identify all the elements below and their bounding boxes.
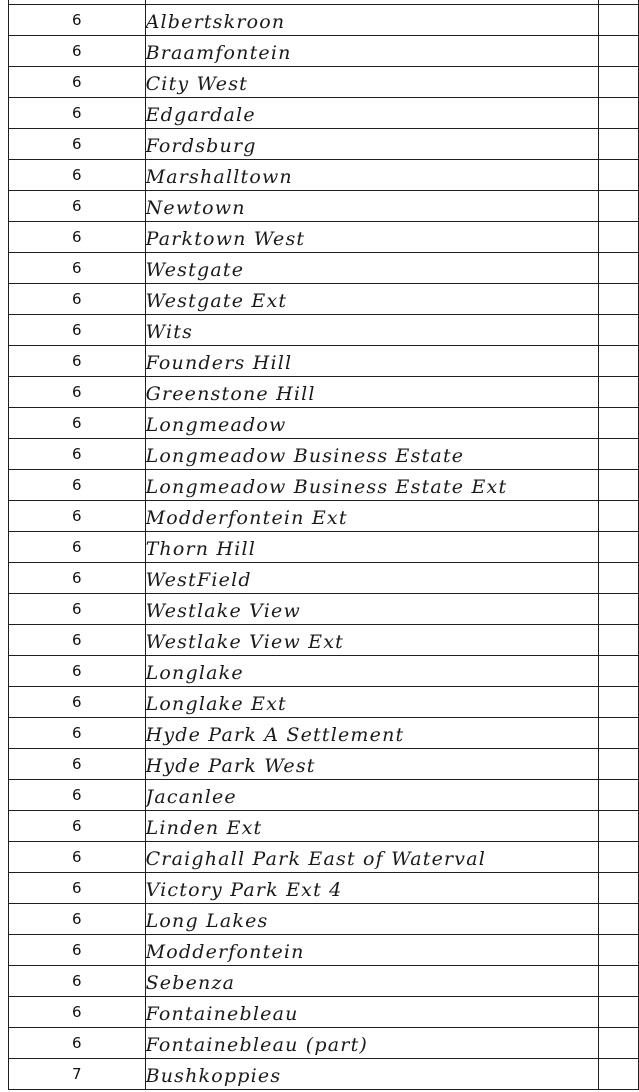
table-row bbox=[9, 253, 639, 284]
empty-cell[interactable] bbox=[599, 5, 639, 36]
zone-cell[interactable]: 6 bbox=[9, 98, 146, 129]
empty-cell[interactable] bbox=[599, 1059, 639, 1090]
table-row bbox=[9, 873, 639, 904]
suburb-cell[interactable]: Westgate bbox=[145, 253, 599, 284]
suburb-cell[interactable]: Fordsburg bbox=[145, 129, 599, 160]
zone-cell[interactable]: 6 bbox=[9, 377, 146, 408]
empty-cell[interactable] bbox=[599, 811, 639, 842]
empty-cell[interactable] bbox=[599, 966, 639, 997]
empty-cell[interactable] bbox=[599, 377, 639, 408]
zone-cell[interactable]: 6 bbox=[9, 222, 146, 253]
zone-cell[interactable]: 6 bbox=[9, 315, 146, 346]
zone-cell[interactable]: 6 bbox=[9, 284, 146, 315]
suburb-cell[interactable]: Founders Hill bbox=[145, 346, 599, 377]
table-body bbox=[9, 0, 639, 1090]
empty-cell[interactable] bbox=[599, 904, 639, 935]
table-row bbox=[9, 656, 639, 687]
empty-cell[interactable] bbox=[599, 408, 639, 439]
empty-cell[interactable] bbox=[599, 594, 639, 625]
table-row bbox=[9, 377, 639, 408]
empty-cell[interactable] bbox=[599, 253, 639, 284]
zone-cell[interactable]: 6 bbox=[9, 253, 146, 284]
suburb-cell[interactable]: Fontainebleau bbox=[145, 997, 599, 1028]
suburb-cell[interactable]: Linden Ext bbox=[145, 811, 599, 842]
table-row bbox=[9, 315, 639, 346]
suburb-cell[interactable]: Bushkoppies bbox=[145, 1059, 599, 1090]
table-row bbox=[9, 5, 639, 36]
table-row bbox=[9, 935, 639, 966]
table-row bbox=[9, 594, 639, 625]
zone-cell[interactable]: 6 bbox=[9, 470, 146, 501]
table-row bbox=[9, 470, 639, 501]
suburb-cell[interactable]: Sebenza bbox=[145, 966, 599, 997]
suburb-cell[interactable]: Edgardale bbox=[145, 98, 599, 129]
table-row bbox=[9, 687, 639, 718]
zone-cell[interactable]: 6 bbox=[9, 780, 146, 811]
suburb-zone-table bbox=[8, 0, 639, 1090]
table-row bbox=[9, 563, 639, 594]
empty-cell[interactable] bbox=[599, 191, 639, 222]
table-row bbox=[9, 36, 639, 67]
empty-cell[interactable] bbox=[599, 36, 639, 67]
zone-cell[interactable]: 6 bbox=[9, 842, 146, 873]
empty-cell[interactable] bbox=[599, 780, 639, 811]
suburb-cell[interactable]: Parktown West bbox=[145, 222, 599, 253]
zone-cell[interactable]: 6 bbox=[9, 36, 146, 67]
empty-cell[interactable] bbox=[599, 346, 639, 377]
table-row bbox=[9, 191, 639, 222]
empty-cell[interactable] bbox=[599, 501, 639, 532]
zone-cell[interactable]: 6 bbox=[9, 346, 146, 377]
zone-cell[interactable]: 6 bbox=[9, 439, 146, 470]
empty-cell[interactable] bbox=[599, 625, 639, 656]
empty-cell[interactable] bbox=[599, 935, 639, 966]
suburb-cell[interactable]: Jacanlee bbox=[145, 780, 599, 811]
table-row bbox=[9, 1028, 639, 1059]
empty-cell[interactable] bbox=[599, 873, 639, 904]
suburb-cell[interactable]: Modderfontein bbox=[145, 935, 599, 966]
suburb-cell[interactable]: Craighall Park East of Waterval bbox=[145, 842, 599, 873]
table-row bbox=[9, 780, 639, 811]
suburb-cell[interactable]: Longmeadow bbox=[145, 408, 599, 439]
suburb-cell[interactable]: Newtown bbox=[145, 191, 599, 222]
zone-cell[interactable]: 6 bbox=[9, 966, 146, 997]
zone-cell[interactable]: 6 bbox=[9, 160, 146, 191]
table-row bbox=[9, 718, 639, 749]
table-row bbox=[9, 966, 639, 997]
empty-cell[interactable] bbox=[599, 222, 639, 253]
table-row bbox=[9, 98, 639, 129]
zone-cell[interactable]: 6 bbox=[9, 904, 146, 935]
zone-cell[interactable]: 6 bbox=[9, 191, 146, 222]
table-row bbox=[9, 1059, 639, 1090]
empty-cell[interactable] bbox=[599, 1028, 639, 1059]
empty-cell[interactable] bbox=[599, 315, 639, 346]
table-row bbox=[9, 67, 639, 98]
empty-cell[interactable] bbox=[599, 470, 639, 501]
suburb-cell[interactable]: Marshalltown bbox=[145, 160, 599, 191]
suburb-cell[interactable]: Thorn Hill bbox=[145, 532, 599, 563]
zone-cell[interactable]: 6 bbox=[9, 935, 146, 966]
zone-cell[interactable]: 6 bbox=[9, 656, 146, 687]
suburb-cell[interactable]: Westlake View Ext bbox=[145, 625, 599, 656]
empty-cell[interactable] bbox=[599, 98, 639, 129]
empty-cell[interactable] bbox=[599, 284, 639, 315]
empty-cell[interactable] bbox=[599, 718, 639, 749]
zone-cell[interactable]: 6 bbox=[9, 563, 146, 594]
empty-cell[interactable] bbox=[599, 687, 639, 718]
zone-cell[interactable]: 6 bbox=[9, 129, 146, 160]
table-row bbox=[9, 346, 639, 377]
zone-cell[interactable]: 7 bbox=[9, 1059, 146, 1090]
table-row bbox=[9, 129, 639, 160]
suburb-cell[interactable]: Longlake Ext bbox=[145, 687, 599, 718]
suburb-cell[interactable]: Fontainebleau (part) bbox=[145, 1028, 599, 1059]
suburb-cell[interactable]: Westlake View bbox=[145, 594, 599, 625]
table-row bbox=[9, 842, 639, 873]
zone-cell[interactable]: 6 bbox=[9, 749, 146, 780]
zone-cell[interactable]: 6 bbox=[9, 594, 146, 625]
suburb-cell[interactable]: Albertskroon bbox=[145, 5, 599, 36]
empty-cell[interactable] bbox=[599, 842, 639, 873]
zone-cell[interactable]: 6 bbox=[9, 67, 146, 98]
empty-cell[interactable] bbox=[599, 749, 639, 780]
table-row bbox=[9, 160, 639, 191]
suburb-cell[interactable]: Braamfontein bbox=[145, 36, 599, 67]
empty-cell[interactable] bbox=[599, 129, 639, 160]
empty-cell[interactable] bbox=[599, 563, 639, 594]
empty-cell[interactable] bbox=[599, 160, 639, 191]
empty-cell[interactable] bbox=[599, 67, 639, 98]
table-row bbox=[9, 811, 639, 842]
suburb-cell[interactable]: Westgate Ext bbox=[145, 284, 599, 315]
table-row bbox=[9, 284, 639, 315]
zone-cell[interactable]: 6 bbox=[9, 501, 146, 532]
table-row bbox=[9, 997, 639, 1028]
suburb-cell[interactable]: WestField bbox=[145, 563, 599, 594]
table-row bbox=[9, 904, 639, 935]
suburb-cell[interactable]: Victory Park Ext 4 bbox=[145, 873, 599, 904]
empty-cell[interactable] bbox=[599, 656, 639, 687]
zone-cell[interactable]: 6 bbox=[9, 687, 146, 718]
zone-cell[interactable]: 6 bbox=[9, 997, 146, 1028]
suburb-cell[interactable]: Wits bbox=[145, 315, 599, 346]
table-row bbox=[9, 439, 639, 470]
table-row bbox=[9, 749, 639, 780]
suburb-cell[interactable]: Longmeadow Business Estate Ext bbox=[145, 470, 599, 501]
table-row bbox=[9, 532, 639, 563]
table-row bbox=[9, 501, 639, 532]
suburb-cell[interactable]: Modderfontein Ext bbox=[145, 501, 599, 532]
suburb-cell[interactable]: Hyde Park West bbox=[145, 749, 599, 780]
empty-cell[interactable] bbox=[599, 532, 639, 563]
suburb-cell[interactable]: Longlake bbox=[145, 656, 599, 687]
zone-cell[interactable]: 6 bbox=[9, 408, 146, 439]
zone-cell[interactable]: 6 bbox=[9, 718, 146, 749]
empty-cell[interactable] bbox=[599, 997, 639, 1028]
suburb-cell[interactable]: City West bbox=[145, 67, 599, 98]
suburb-cell[interactable]: Longmeadow Business Estate bbox=[145, 439, 599, 470]
suburb-cell[interactable]: Hyde Park A Settlement bbox=[145, 718, 599, 749]
suburb-cell[interactable]: Greenstone Hill bbox=[145, 377, 599, 408]
table-row bbox=[9, 222, 639, 253]
zone-cell[interactable]: 6 bbox=[9, 625, 146, 656]
zone-cell[interactable]: 6 bbox=[9, 1028, 146, 1059]
zone-cell[interactable]: 6 bbox=[9, 873, 146, 904]
table-row bbox=[9, 625, 639, 656]
empty-cell[interactable] bbox=[599, 439, 639, 470]
zone-cell[interactable]: 6 bbox=[9, 5, 146, 36]
table-row bbox=[9, 408, 639, 439]
suburb-cell[interactable]: Long Lakes bbox=[145, 904, 599, 935]
zone-cell[interactable]: 6 bbox=[9, 532, 146, 563]
zone-cell[interactable]: 6 bbox=[9, 811, 146, 842]
